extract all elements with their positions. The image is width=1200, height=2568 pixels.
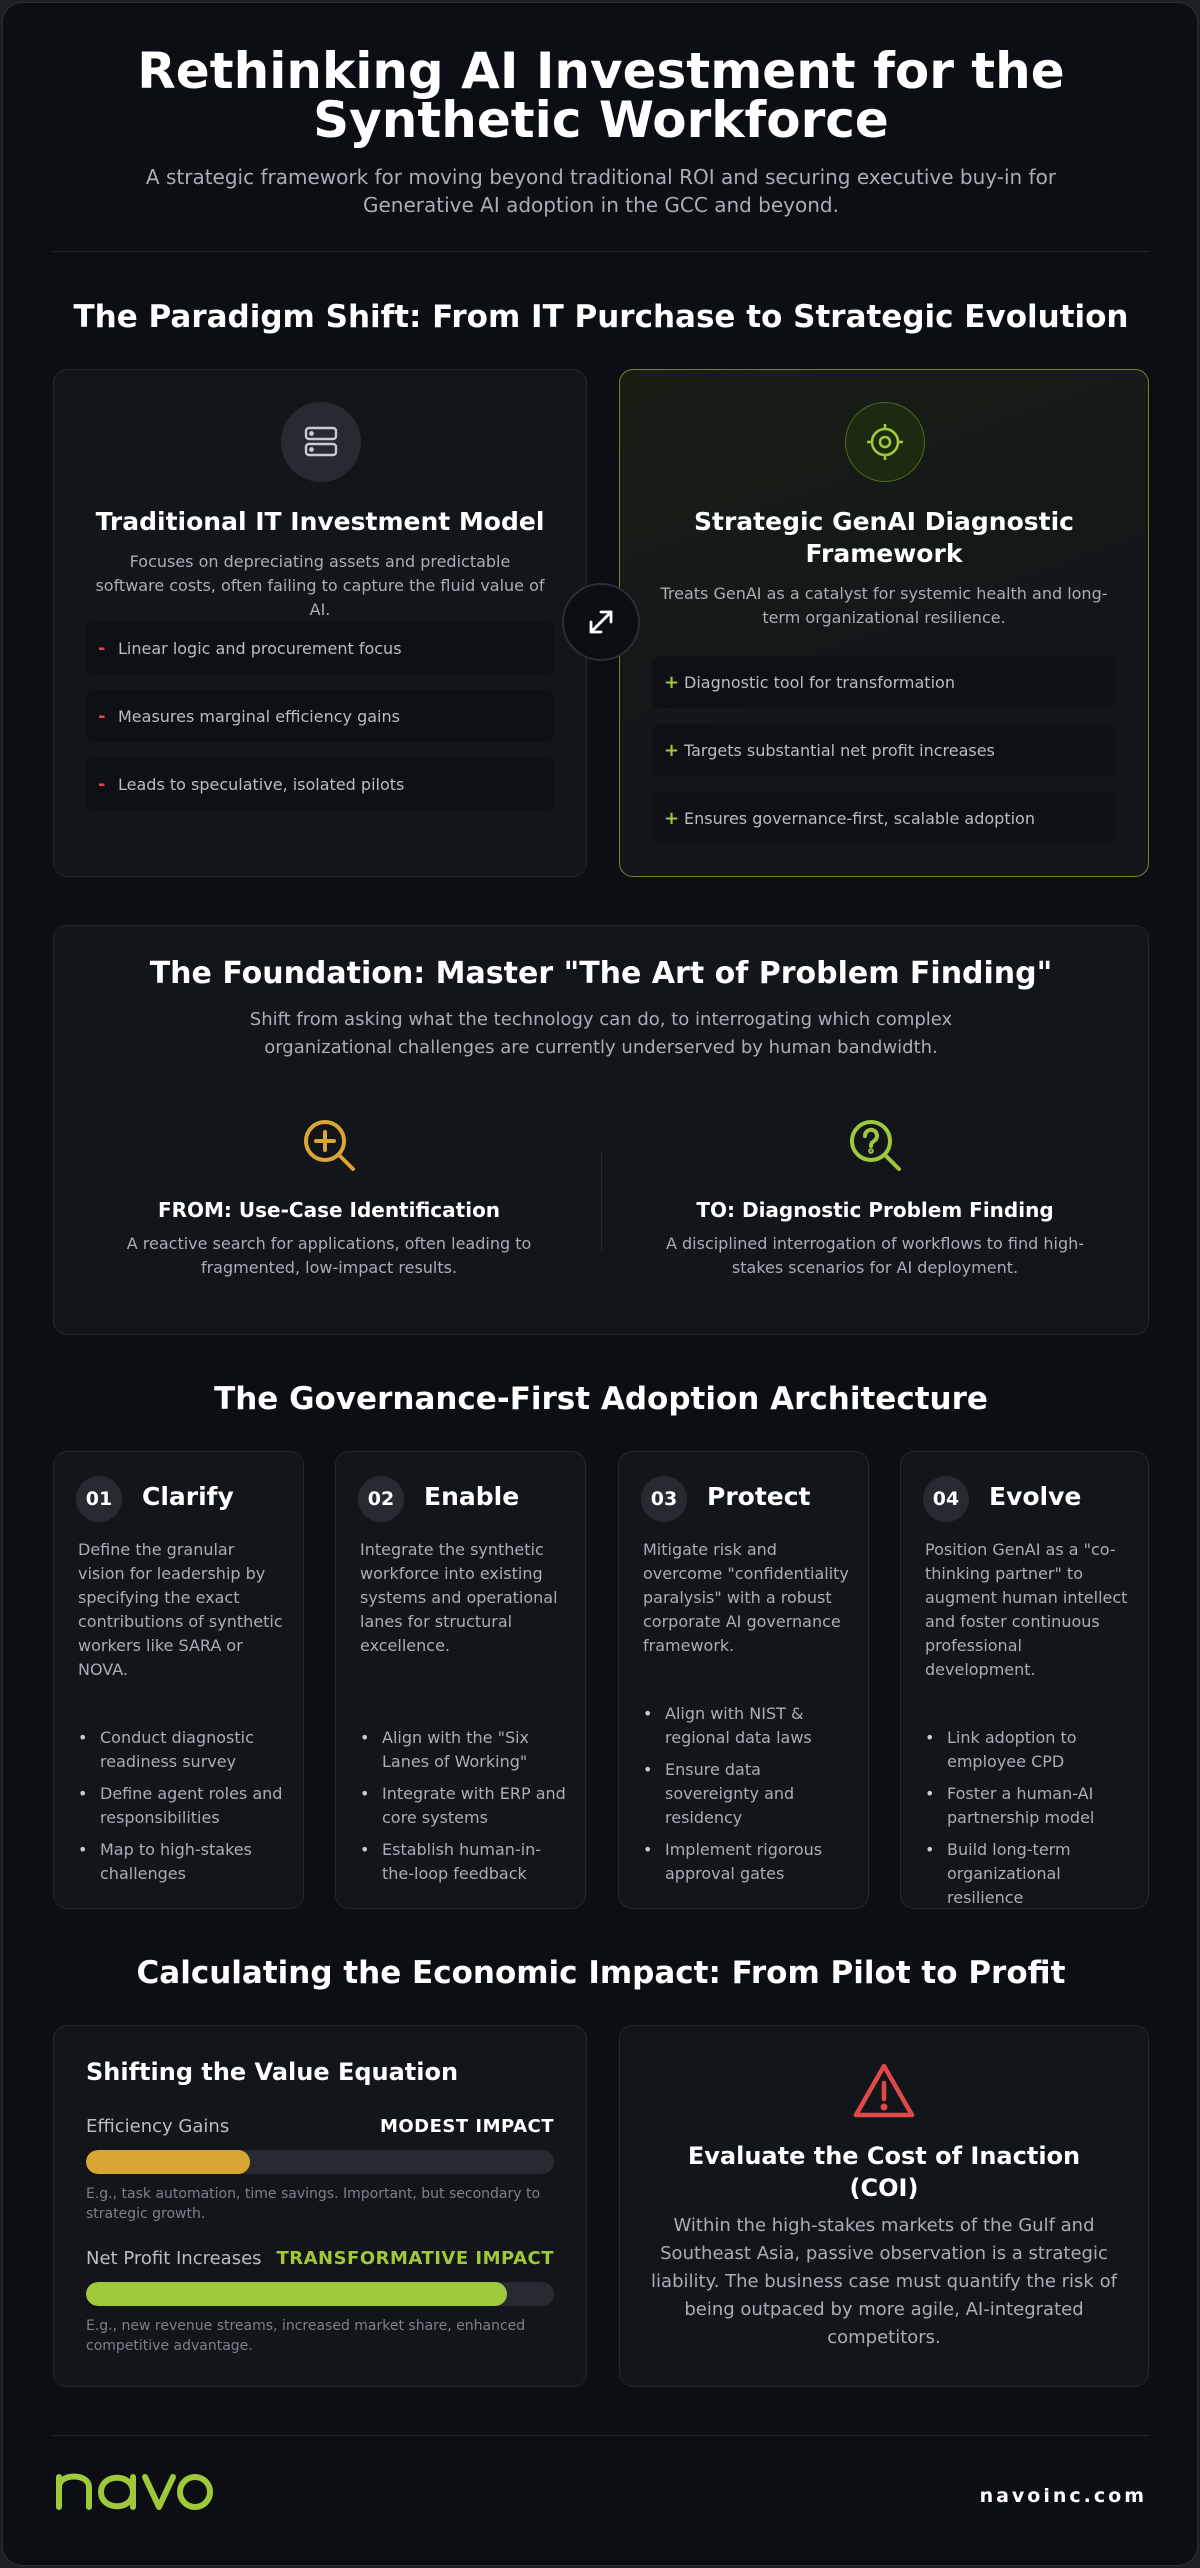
traditional-model-description: Focuses on depreciating assets and predictable software costs, often failing to capture the fluid value of AI. — [95, 552, 545, 619]
step-bullet: • Align with the "Six Lanes of Working" — [360, 1726, 567, 1774]
step-description: Integrate the synthetic workforce into existing systems and operational lanes for structural excellence. — [360, 1540, 558, 1655]
zoom-in-icon — [300, 1116, 360, 1180]
value-equation-title: Shifting the Value Equation — [86, 2058, 459, 2086]
step-description: Define the granular vision for leadership by specifying the exact contributions of synthetic workers like SARA or NOVA. — [78, 1540, 283, 1679]
genai-point — [652, 656, 1116, 708]
step-bullet: • Conduct diagnostic readiness survey — [78, 1726, 285, 1774]
page-subtitle: A strategic framework for moving beyond traditional ROI and securing executive buy-in for Generative AI adoption in the GCC and beyond. — [145, 165, 1057, 217]
efficiency-bar-fill — [86, 2150, 250, 2174]
step-title: Clarify — [142, 1482, 234, 1511]
website-text: navoinc.com — [979, 2485, 1147, 2507]
traditional-point-text: Measures marginal efficiency gains — [118, 706, 400, 726]
plus-marker: + — [664, 807, 680, 829]
step-number: 03 — [641, 1476, 687, 1522]
step-description: Position GenAI as a "co-thinking partner" to augment human intellect and foster continuous professional development. — [925, 1540, 1128, 1679]
genai-point — [652, 792, 1116, 844]
value-equation-card — [53, 2025, 587, 2387]
column-divider — [601, 1151, 602, 1251]
foundation-subtitle: Shift from asking what the technology can do, to interrogating which complex organizational challenges are currently underserved by human bandwidth. — [249, 1009, 953, 1058]
step-bullet: • Ensure data sovereignty and residency — [643, 1758, 850, 1830]
from-description: A reactive search for applications, often leading to fragmented, low-impact results. — [126, 1234, 532, 1277]
page-title: Rethinking AI Investment for the Synthetic Workforce — [137, 42, 1065, 149]
profit-bar-track — [86, 2282, 554, 2306]
traditional-point — [86, 622, 554, 674]
target-icon — [845, 402, 925, 482]
traditional-point-text: Leads to speculative, isolated pilots — [118, 774, 405, 794]
paradigm-section-title: The Paradigm Shift: From IT Purchase to Strategic Evolution — [73, 299, 1129, 335]
traditional-point — [86, 690, 554, 742]
step-number: 02 — [358, 1476, 404, 1522]
step-bullet: • Integrate with ERP and core systems — [360, 1782, 567, 1830]
plus-marker: + — [664, 739, 680, 761]
profit-bar-fill — [86, 2282, 507, 2306]
cost-of-inaction-card — [619, 2025, 1149, 2387]
genai-point-text: Targets substantial net profit increases — [684, 740, 995, 760]
step-bullet: • Define agent roles and responsibilities — [78, 1782, 285, 1830]
minus-marker: - — [98, 773, 106, 795]
step-number: 01 — [76, 1476, 122, 1522]
traditional-point-text: Linear logic and procurement focus — [118, 638, 402, 658]
step-title: Evolve — [989, 1482, 1082, 1511]
step-bullet: • Implement rigorous approval gates — [643, 1838, 850, 1886]
genai-framework-description: Treats GenAI as a catalyst for systemic health and long-term organizational resilience. — [660, 584, 1108, 627]
coi-title: Evaluate the Cost of Inaction (COI) — [687, 2142, 1081, 2202]
to-description: A disciplined interrogation of workflows to find high-stakes scenarios for AI deployment. — [665, 1234, 1085, 1277]
step-card-clarify — [53, 1451, 304, 1909]
infographic-frame — [2, 2, 1198, 2566]
navo-logo — [55, 2463, 215, 2515]
divider — [53, 251, 1149, 252]
minus-marker: - — [98, 705, 106, 727]
profit-bar-header — [86, 2248, 554, 2269]
step-title: Protect — [707, 1482, 811, 1511]
step-bullet-list — [925, 1726, 1130, 1918]
minus-marker: - — [98, 637, 106, 659]
step-bullet: • Map to high-stakes challenges — [78, 1838, 285, 1886]
governance-section-title: The Governance-First Adoption Architecture — [214, 1381, 988, 1417]
foundation-card — [53, 925, 1149, 1335]
efficiency-bar-header — [86, 2116, 554, 2137]
step-bullet-list — [360, 1726, 567, 1894]
footer-divider — [53, 2435, 1149, 2436]
plus-marker: + — [664, 671, 680, 693]
server-icon — [281, 402, 361, 482]
step-bullet: • Establish human-in-the-loop feedback — [360, 1838, 567, 1886]
step-bullet-list — [78, 1726, 285, 1894]
genai-point-text: Ensures governance-first, scalable adoption — [684, 808, 1035, 828]
step-title: Enable — [424, 1482, 520, 1511]
traditional-point — [86, 758, 554, 810]
step-card-protect — [618, 1451, 869, 1909]
coi-description: Within the high-stakes markets of the Gulf and Southeast Asia, passive observation is a strategic liability. The business case must quantify the risk of being outpaced by more agile, AI-integrated competitors. — [651, 2215, 1117, 2348]
profit-note: E.g., new revenue streams, increased market share, enhanced competitive advantage. — [86, 2318, 526, 2354]
genai-framework-card — [619, 369, 1149, 877]
traditional-model-title: Traditional IT Investment Model — [95, 507, 545, 536]
step-description: Mitigate risk and overcome "confidentiality paralysis" with a robust corporate AI governance framework. — [643, 1540, 849, 1655]
profit-impact: TRANSFORMATIVE IMPACT — [276, 2248, 554, 2269]
step-bullet-list — [643, 1702, 850, 1894]
efficiency-bar-track — [86, 2150, 554, 2174]
from-title: FROM: Use-Case Identification — [157, 1198, 501, 1222]
economic-section-title: Calculating the Economic Impact: From Pilot to Profit — [136, 1955, 1066, 1991]
efficiency-note: E.g., task automation, time savings. Important, but secondary to strategic growth. — [86, 2186, 541, 2222]
step-card-evolve — [900, 1451, 1149, 1909]
traditional-model-card — [53, 369, 587, 877]
step-card-enable — [335, 1451, 586, 1909]
genai-point-text: Diagnostic tool for transformation — [684, 672, 955, 692]
expand-arrows-icon — [562, 583, 640, 661]
profit-label: Net Profit Increases — [86, 2248, 262, 2269]
efficiency-label: Efficiency Gains — [86, 2116, 230, 2137]
warning-icon — [852, 2062, 916, 2124]
genai-framework-title: Strategic GenAI Diagnostic Framework — [694, 507, 1074, 568]
to-title: TO: Diagnostic Problem Finding — [696, 1198, 1054, 1222]
efficiency-impact: MODEST IMPACT — [379, 2116, 554, 2137]
search-question-icon — [846, 1116, 906, 1180]
step-bullet: • Align with NIST & regional data laws — [643, 1702, 850, 1750]
genai-point — [652, 724, 1116, 776]
step-bullet: • Link adoption to employee CPD — [925, 1726, 1130, 1774]
step-bullet: • Foster a human-AI partnership model — [925, 1782, 1130, 1830]
step-number: 04 — [923, 1476, 969, 1522]
foundation-title: The Foundation: Master "The Art of Problem Finding" — [149, 956, 1053, 991]
step-bullet: • Build long-term organizational resilience — [925, 1838, 1130, 1910]
